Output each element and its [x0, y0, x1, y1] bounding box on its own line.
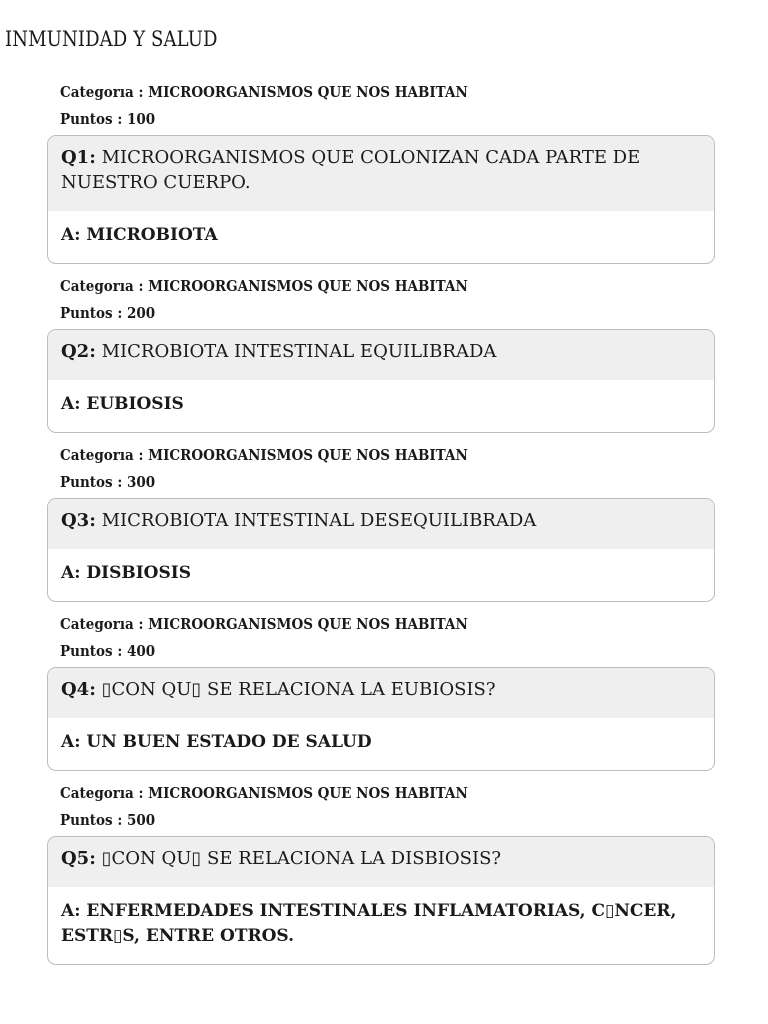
question-text: ▯CON QU▯ SE RELACIONA LA EUBIOSIS? — [101, 679, 496, 700]
question-row — [48, 330, 714, 380]
question-item — [47, 445, 715, 602]
question-card — [47, 135, 715, 264]
question-card — [47, 836, 715, 965]
question-number: Q3: — [61, 510, 96, 531]
answer-text: A: DISBIOSIS — [61, 563, 191, 583]
category-label: Categorıa : MICROORGANISMOS QUE NOS HABITAN — [60, 83, 468, 101]
question-card — [47, 329, 715, 433]
category-label: Categorıa : MICROORGANISMOS QUE NOS HABITAN — [60, 277, 468, 295]
question-number: Q1: — [61, 147, 96, 168]
question-number: Q4: — [61, 679, 96, 700]
category-label: Categorıa : MICROORGANISMOS QUE NOS HABITAN — [60, 615, 468, 633]
question-row — [48, 668, 714, 718]
question-row — [48, 499, 714, 549]
question-item — [47, 783, 715, 965]
points-label: Puntos : 500 — [60, 811, 156, 829]
answer-text: A: ENFERMEDADES INTESTINALES INFLAMATORIAS, C▯NCER, ESTR▯S, ENTRE OTROS. — [61, 901, 677, 946]
question-item — [47, 614, 715, 771]
question-item — [47, 276, 715, 433]
question-card — [47, 667, 715, 771]
question-card — [47, 498, 715, 602]
question-row — [48, 837, 714, 887]
question-number: Q2: — [61, 341, 96, 362]
answer-text: A: EUBIOSIS — [61, 394, 184, 414]
question-row — [48, 136, 714, 211]
points-label: Puntos : 100 — [60, 110, 156, 128]
points-label: Puntos : 400 — [60, 642, 156, 660]
question-number: Q5: — [61, 848, 96, 869]
question-list — [47, 82, 715, 977]
question-text: MICROBIOTA INTESTINAL EQUILIBRADA — [101, 341, 497, 362]
question-item — [47, 82, 715, 264]
question-text: MICROORGANISMOS QUE COLONIZAN CADA PARTE DE NUESTRO CUERPO. — [61, 147, 641, 193]
answer-text: A: UN BUEN ESTADO DE SALUD — [61, 732, 372, 752]
category-label: Categorıa : MICROORGANISMOS QUE NOS HABITAN — [60, 446, 468, 464]
question-text: MICROBIOTA INTESTINAL DESEQUILIBRADA — [101, 510, 537, 531]
answer-text: A: MICROBIOTA — [61, 225, 218, 245]
question-text: ▯CON QU▯ SE RELACIONA LA DISBIOSIS? — [101, 848, 502, 869]
page-title: INMUNIDAD Y SALUD — [5, 27, 218, 51]
points-label: Puntos : 300 — [60, 473, 156, 491]
points-label: Puntos : 200 — [60, 304, 156, 322]
category-label: Categorıa : MICROORGANISMOS QUE NOS HABITAN — [60, 784, 468, 802]
